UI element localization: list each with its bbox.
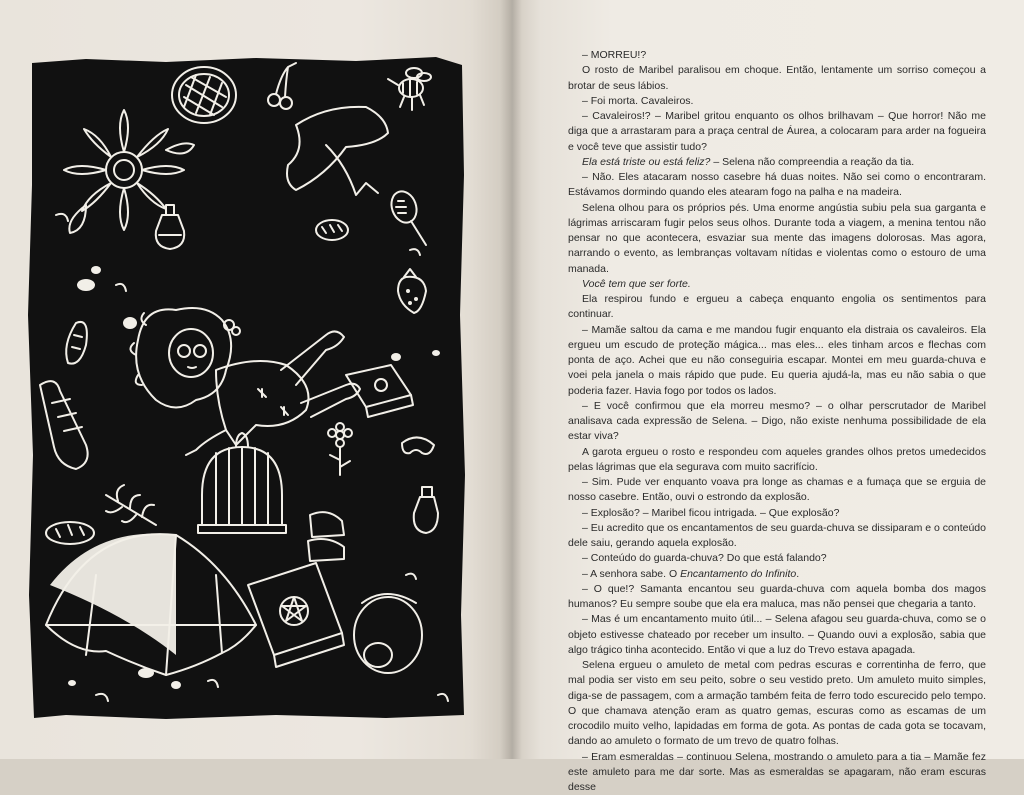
paragraph: – Mamãe saltou da cama e me mandou fugir enquanto ela distraia os cavaleiros. Ela ergueu um escudo de proteção mágica... mas eles... eles tinham arcos e flechas com ponta de aço. Achei que eu não conseguiria escapar. Montei em meu guarda-chuva e voei pela janela o mais rápido que pude. Eu queria ajudá-la, mas eu não sabia o que poderia fazer. Havia fogo por todos os lados. [568,323,986,399]
paragraph [568,567,986,582]
paragraph: – Foi morta. Cavaleiros. [568,94,986,109]
paragraph [568,155,986,170]
pebble-icon [77,279,95,291]
paragraph: Você tem que ser forte. [568,277,986,292]
paragraph: – Eram esmeraldas – continuou Selena, mostrando o amuleto para a tia – Mamãe fez este amuleto para me dar sorte. Mas as esmeraldas se apagaram, não eram escuras desse [568,750,986,795]
paragraph: – Explosão? – Maribel ficou intrigada. – Que explosão? [568,506,986,521]
ink-background [28,57,465,719]
paragraph: – Mas é um encantamento muito útil... – Selena afagou seu guarda-chuva, como se o objeto estivesse chateado por receber um insulto. – Quando ouvi a explosão, sabia que algo trágico tinha acontecido. Então vi que a luz do Trevo estava apagada. [568,612,986,658]
paragraph: – Não. Eles atacaram nosso casebre há duas noites. Não sei como o encontraram. Estávamos dormindo quando eles atearam fogo na palha e na madeira. [568,170,986,201]
paragraph: – E você confirmou que ela morreu mesmo? – o olhar perscrutador de Maribel analisava cada expressão de Selena. – Digo, não existe nenhuma possibilidade de ela estar viva? [568,399,986,445]
italic-thought: Ela está triste ou está feliz? [582,156,710,168]
paragraph: O rosto de Maribel paralisou em choque. Então, lentamente um sorriso começou a brotar de seus lábios. [568,63,986,94]
paragraph-text: – Selena não compreendia a reação da tia. [710,156,914,168]
paragraph-tail: . [796,568,799,580]
paragraph: – Conteúdo do guarda-chuva? Do que está falando? [568,551,986,566]
paragraph: – Eu acredito que os encantamentos de seu guarda-chuva se dissiparam e o conteúdo dele saiu, gerando aquela explosão. [568,521,986,552]
paragraph: – MORREU!? [568,48,986,63]
paragraph: Selena ergueu o amuleto de metal com pedras escuras e correntinha de ferro, que mal podia ser visto em seu peito, sobre o seu vestido preto. Um amuleto muito simples, diga-se de passagem, com a armação também feita de ferro todo escurecido pelo tempo. O que chamava atenção eram as quatro gemas, escuras como as escamas de um crocodilo muito velho, lapidadas em forma de gota. As pontas de cada gota se tocavam, dando ao amuleto o formato de um trevo de quatro folhas. [568,658,986,750]
paragraph: – Sim. Pude ver enquanto voava pra longe as chamas e a fumaça que se erguia de nosso casebre. Então, ouvi o estrondo da explosão. [568,475,986,506]
left-page [0,0,510,759]
illustration-panel [26,55,466,721]
book-gutter [500,0,522,759]
paragraph: A garota ergueu o rosto e respondeu com aqueles grandes olhos pretos umedecidos pelas lágrimas que ela segurava com muito sacrifício. [568,445,986,476]
paragraph-text: – A senhora sabe. O [582,568,680,580]
page-text [568,48,986,795]
paragraph: – Cavaleiros!? – Maribel gritou enquanto os olhos brilhavam – Que horror! Não me diga que a arrastaram para a praça central de Áurea, a colocaram para arder na fogueira e você teve que assistir tudo? [568,109,986,155]
paragraph: Ela respirou fundo e ergueu a cabeça enquanto engolia os sentimentos para continuar. [568,292,986,323]
italic-title: Encantamento do Infinito [680,568,796,580]
paragraph: – O que!? Samanta encantou seu guarda-chuva com aquela bomba dos magos humanos? Eu sempre soube que ela era maluca, mas não pensei que chegaria a tanto. [568,582,986,613]
paragraph: Selena olhou para os próprios pés. Uma enorme angústia subiu pela sua garganta e lágrimas arriscaram fugir pelos seus olhos. Durante toda a viagem, a menina tentou não pensar no que acontecera, esvaziar sua mente das imagens dolorosas. Mas agora, narrando o evento, as lembranças voltavam nítidas e violentas como o estouro de uma manada. [568,201,986,277]
